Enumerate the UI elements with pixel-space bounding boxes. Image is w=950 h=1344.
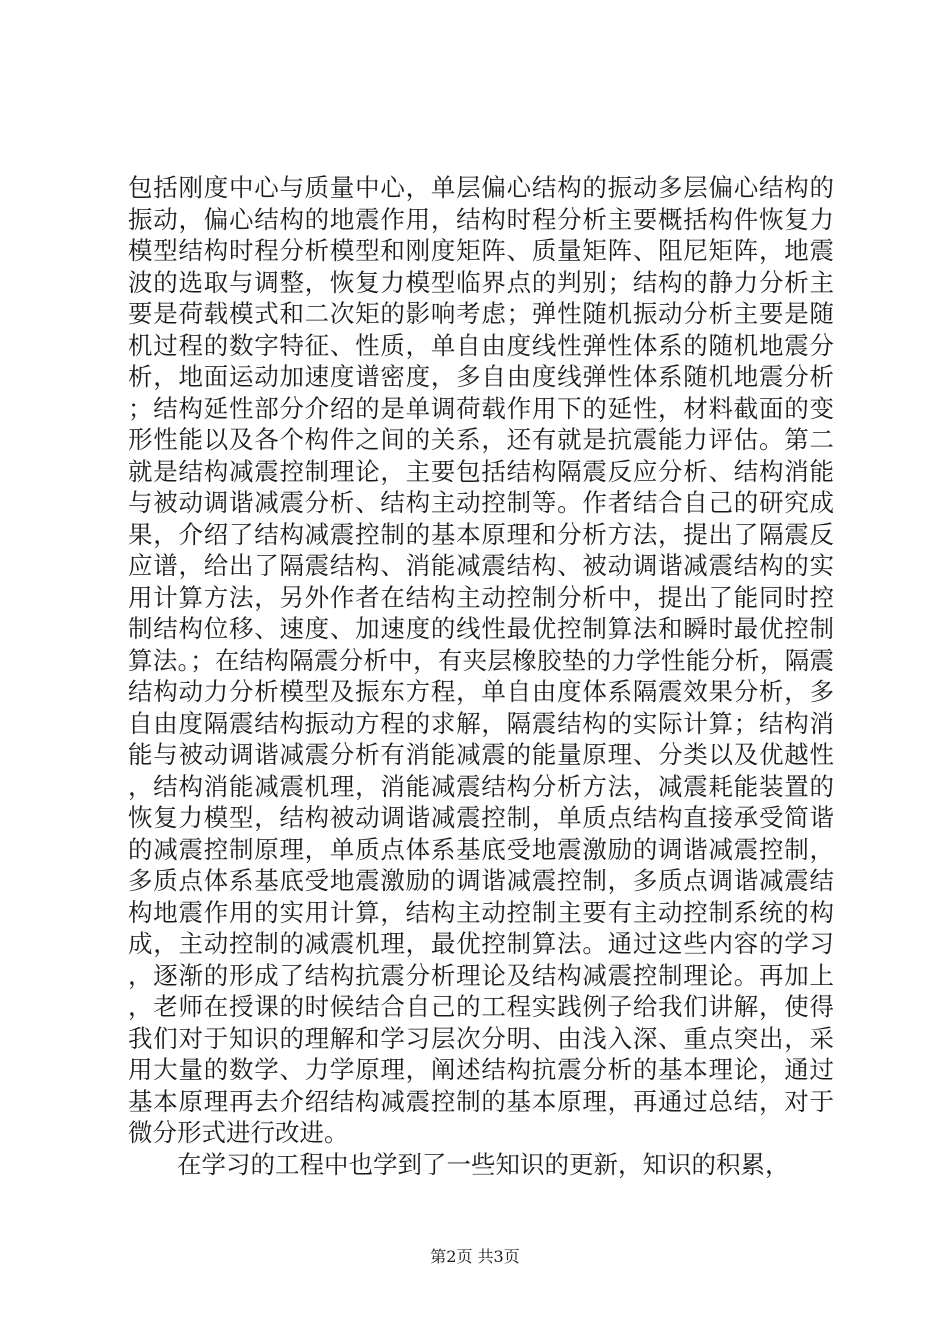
paragraph-1: 包括刚度中心与质量中心，单层偏心结构的振动多层偏心结构的振动，偏心结构的地震作用，结构时程分析主要概括构件恢复力模型结构时程分析模型和刚度矩阵、质量矩阵、阻尼矩阵，地震波的选取与调整，恢复力模型临界点的判别；结构的静力分析主要是荷载模式和二次矩的影响考虑；弹性随机振动分析主要是随机过程的数字特征、性质，单自由度线性弹性体系的随机地震分析，地面运动加速度谱密度，多自由度线弹性体系随机地震分析；结构延性部分介绍的是单调荷载作用下的延性，材料截面的变形性能以及各个构件之间的关系，还有就是抗震能力评估。第二就是结构减震控制理论，主要包括结构隔震反应分析、结构消能与被动调谐减震分析、结构主动控制等。作者结合自己的研究成果，介绍了结构减震控制的基本原理和分析方法，提出了隔震反应谱，给出了隔震结构、消能减震结构、被动调谐减震结构的实用计算方法，另外作者在结构主动控制分析中，提出了能同时控制结构位移、速度、加速度的线性最优控制算法和瞬时最优控制算法。；在结构隔震分析中，有夹层橡胶垫的力学性能分析，隔震结构动力分析模型及振东方程，单自由度体系隔震效果分析，多自由度隔震结构振动方程的求解，隔震结构的实际计算；结构消能与被动调谐减震分析有消能减震的能量原理、分类以及优越性，结构消能减震机理，消能减震结构分析方法，减震耗能装置的恢复力模型，结构被动调谐减震控制，单质点结构直接承受简谐的减震控制原理，单质点体系基底受地震激励的调谐减震控制，多质点体系基底受地震激励的调谐减震控制，多质点调谐减震结构地震作用的实用计算，结构主动控制主要有主动控制系统的构成，主动控制的减震机理，最优控制算法。通过这些内容的学习，逐渐的形成了结构抗震分析理论及结构减震控制理论。再加上，老师在授课的时候结合自己的工程实践例子给我们讲解，使得我们对于知识的理解和学习层次分明、由浅入深、重点突出，采用大量的数学、力学原理，阐述结构抗震分析的基本理论，通过基本原理再去介绍结构减震控制的基本原理，再通过总结，对于微分形式进行改进。 xyxy=(128,173,834,1147)
paragraph-2: 在学习的工程中也学到了一些知识的更新，知识的积累， xyxy=(177,1149,790,1179)
page-number-footer: 第2页 共3页 xyxy=(430,1247,520,1266)
body-text xyxy=(128,172,834,1180)
